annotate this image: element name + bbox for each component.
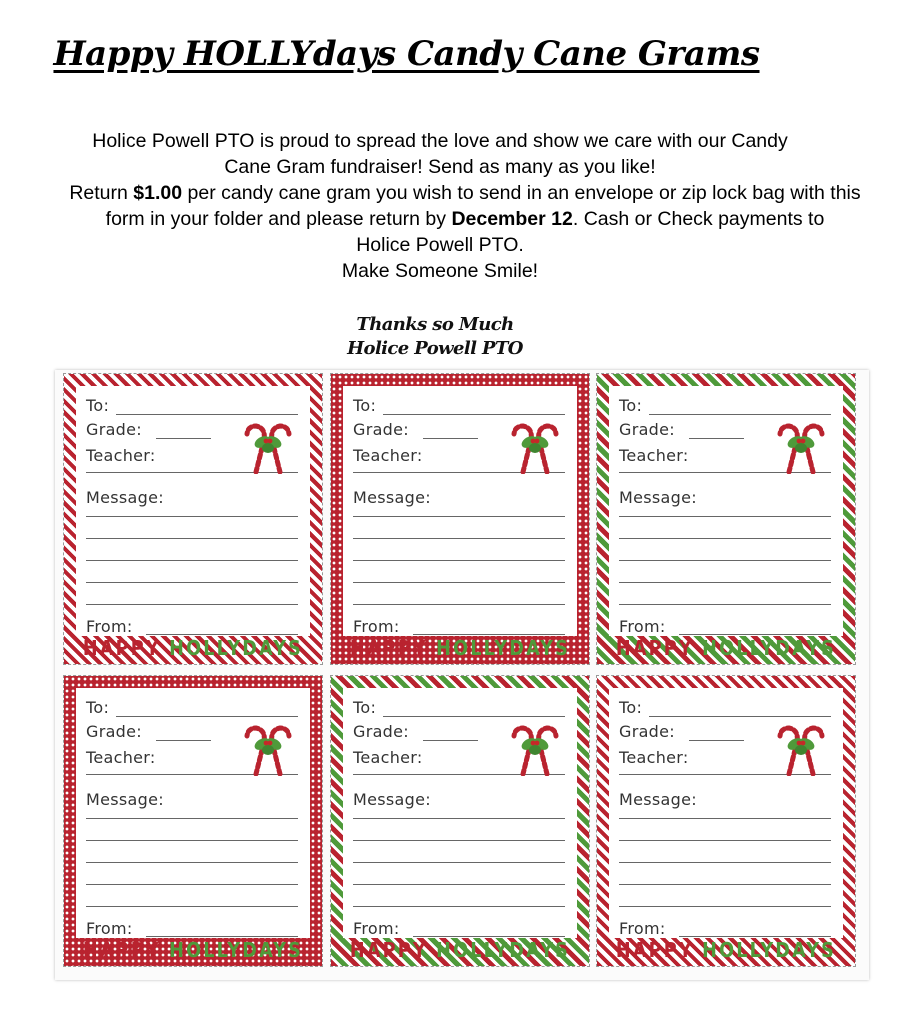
message-line[interactable]: [86, 538, 298, 539]
from-line[interactable]: [413, 634, 565, 635]
hollydays-word: HOLLYDAYS: [169, 636, 304, 660]
message-label: Message:: [619, 790, 697, 809]
candy-cane-icon: [242, 720, 294, 776]
hollydays-word: HOLLYDAYS: [436, 636, 571, 660]
message-label: Message:: [353, 488, 431, 507]
hollydays-word: HOLLYDAYS: [436, 938, 571, 962]
message-line[interactable]: [353, 906, 565, 907]
happy-hollydays-banner: [612, 637, 839, 659]
card-form: [343, 386, 577, 636]
thanks-line-2: Holice Powell PTO: [347, 338, 523, 359]
gram-card-3: [597, 374, 855, 664]
from-label: From:: [86, 919, 133, 938]
happy-word: HAPPY: [82, 636, 161, 660]
intro-line-1: Holice Powell PTO is proud to spread the love and show we care with our Candy: [92, 130, 788, 152]
grade-label: Grade:: [86, 722, 142, 741]
message-line[interactable]: [619, 538, 831, 539]
to-line[interactable]: [116, 716, 298, 717]
grade-label: Grade:: [86, 420, 142, 439]
message-line[interactable]: [619, 906, 831, 907]
message-line[interactable]: [619, 604, 831, 605]
intro-line-5: Holice Powell PTO.: [356, 234, 524, 256]
intro-paragraph: [20, 128, 910, 284]
message-label: Message:: [353, 790, 431, 809]
to-label: To:: [86, 698, 110, 717]
message-line[interactable]: [619, 884, 831, 885]
gram-card-2: [331, 374, 589, 664]
happy-word: HAPPY: [349, 938, 428, 962]
candy-cane-icon: [509, 720, 561, 776]
card-form: [76, 688, 310, 938]
from-line[interactable]: [413, 936, 565, 937]
gram-card-5: [331, 676, 589, 966]
to-line[interactable]: [383, 716, 565, 717]
price-amount: $1.00: [133, 182, 183, 204]
from-label: From:: [619, 919, 666, 938]
to-line[interactable]: [383, 414, 565, 415]
teacher-label: Teacher:: [86, 446, 156, 465]
from-label: From:: [86, 617, 133, 636]
happy-hollydays-banner: [79, 637, 306, 659]
message-line[interactable]: [619, 582, 831, 583]
from-line[interactable]: [146, 936, 298, 937]
candy-cane-icon: [775, 418, 827, 474]
teacher-label: Teacher:: [619, 748, 689, 767]
message-line[interactable]: [353, 884, 565, 885]
thanks-signature: [270, 313, 600, 361]
intro-line-3: [20, 180, 910, 206]
from-label: From:: [619, 617, 666, 636]
happy-word: HAPPY: [349, 636, 428, 660]
card-form: [343, 688, 577, 938]
happy-word: HAPPY: [615, 938, 694, 962]
intro-line-6: Make Someone Smile!: [341, 260, 539, 282]
candy-cane-icon: [775, 720, 827, 776]
to-label: To:: [86, 396, 110, 415]
happy-hollydays-banner: [346, 939, 573, 961]
to-label: To:: [353, 698, 377, 717]
gram-card-1: [64, 374, 322, 664]
message-line[interactable]: [619, 818, 831, 819]
from-line[interactable]: [146, 634, 298, 635]
message-line[interactable]: [86, 818, 298, 819]
grade-line[interactable]: [689, 740, 744, 741]
message-line[interactable]: [619, 560, 831, 561]
message-label: Message:: [86, 790, 164, 809]
teacher-label: Teacher:: [619, 446, 689, 465]
gram-card-6: [597, 676, 855, 966]
intro-line-3-post: per candy cane gram you wish to send in an envelope or zip lock bag with this: [182, 182, 861, 204]
message-line[interactable]: [619, 862, 831, 863]
intro-line-3-pre: Return: [69, 182, 134, 204]
happy-hollydays-banner: [79, 939, 306, 961]
message-line[interactable]: [353, 818, 565, 819]
grade-line[interactable]: [423, 438, 478, 439]
grade-line[interactable]: [156, 438, 211, 439]
grade-line[interactable]: [156, 740, 211, 741]
message-line[interactable]: [86, 906, 298, 907]
to-label: To:: [353, 396, 377, 415]
from-label: From:: [353, 919, 400, 938]
happy-word: HAPPY: [615, 636, 694, 660]
message-line[interactable]: [353, 516, 565, 517]
card-form: [609, 688, 843, 938]
card-form: [76, 386, 310, 636]
message-line[interactable]: [619, 840, 831, 841]
message-line[interactable]: [619, 516, 831, 517]
teacher-label: Teacher:: [353, 446, 423, 465]
grade-label: Grade:: [353, 420, 409, 439]
intro-line-2: Cane Gram fundraiser! Send as many as you like!: [224, 156, 656, 178]
from-label: From:: [353, 617, 400, 636]
message-line[interactable]: [86, 582, 298, 583]
happy-hollydays-banner: [346, 637, 573, 659]
message-line[interactable]: [86, 560, 298, 561]
message-line[interactable]: [353, 862, 565, 863]
candy-cane-icon: [242, 418, 294, 474]
gram-card-4: [64, 676, 322, 966]
message-line[interactable]: [353, 840, 565, 841]
message-line[interactable]: [86, 884, 298, 885]
happy-hollydays-banner: [612, 939, 839, 961]
due-date: December 12: [451, 208, 573, 230]
message-line[interactable]: [86, 840, 298, 841]
grade-line[interactable]: [423, 740, 478, 741]
intro-line-4-post: . Cash or Check payments to: [572, 208, 825, 230]
candy-cane-icon: [509, 418, 561, 474]
card-form: [609, 386, 843, 636]
to-label: To:: [619, 396, 643, 415]
hollydays-word: HOLLYDAYS: [702, 636, 837, 660]
message-line[interactable]: [86, 862, 298, 863]
intro-line-4: [20, 206, 910, 232]
from-line[interactable]: [679, 634, 831, 635]
message-line[interactable]: [86, 604, 298, 605]
message-line[interactable]: [353, 538, 565, 539]
message-label: Message:: [619, 488, 697, 507]
grade-label: Grade:: [619, 722, 675, 741]
thanks-line-1: Thanks so Much: [356, 314, 514, 335]
message-line[interactable]: [353, 582, 565, 583]
gram-sheet: [55, 370, 869, 980]
intro-line-4-pre: form in your folder and please return by: [105, 208, 452, 230]
to-label: To:: [619, 698, 643, 717]
from-line[interactable]: [679, 936, 831, 937]
happy-word: HAPPY: [82, 938, 161, 962]
grade-label: Grade:: [353, 722, 409, 741]
page-title: Happy HOLLYdays Candy Cane Grams: [53, 34, 760, 74]
message-line[interactable]: [353, 560, 565, 561]
to-line[interactable]: [649, 414, 831, 415]
to-line[interactable]: [649, 716, 831, 717]
to-line[interactable]: [116, 414, 298, 415]
grade-line[interactable]: [689, 438, 744, 439]
hollydays-word: HOLLYDAYS: [169, 938, 304, 962]
message-label: Message:: [86, 488, 164, 507]
teacher-label: Teacher:: [353, 748, 423, 767]
message-line[interactable]: [353, 604, 565, 605]
grade-label: Grade:: [619, 420, 675, 439]
message-line[interactable]: [86, 516, 298, 517]
hollydays-word: HOLLYDAYS: [702, 938, 837, 962]
teacher-label: Teacher:: [86, 748, 156, 767]
